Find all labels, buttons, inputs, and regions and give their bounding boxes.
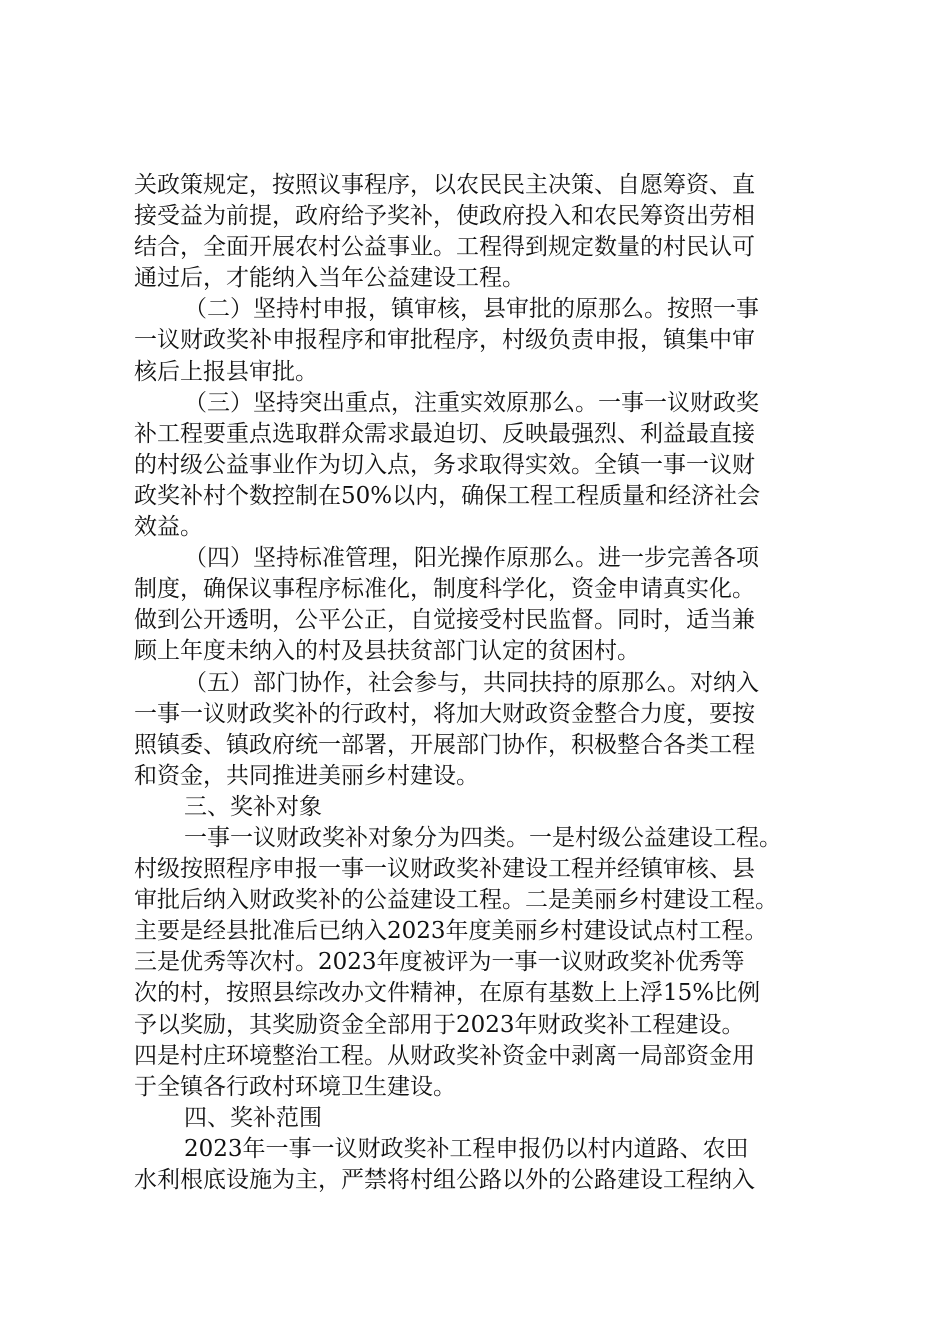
text-line: 村级按照程序申报一事一议财政奖补建设工程并经镇审核、县 <box>134 856 755 883</box>
text-line: 一议财政奖补申报程序和审批程序，村级负责申报，镇集中审 <box>134 327 755 354</box>
text-line: （四）坚持标准管理，阳光操作原那么。进一步完善各项 <box>184 545 759 572</box>
text-line: （三）坚持突出重点，注重实效原那么。一事一议财政奖 <box>184 389 759 416</box>
document-body <box>134 170 834 1196</box>
text-line: 政奖补村个数控制在50%以内，确保工程工程质量和经济社会 <box>134 482 761 509</box>
text-line: 审批后纳入财政奖补的公益建设工程。二是美丽乡村建设工程。 <box>134 887 778 914</box>
text-line: 结合，全面开展农村公益事业。工程得到规定数量的村民认可 <box>134 234 755 261</box>
section-heading: 四、奖补范围 <box>184 1104 322 1131</box>
text-line: 水利根底设施为主，严禁将村组公路以外的公路建设工程纳入 <box>134 1167 755 1193</box>
text-line: 通过后，才能纳入当年公益建设工程。 <box>134 265 525 292</box>
text-line: 接受益为前提，政府给予奖补，使政府投入和农民筹资出劳相 <box>134 203 755 230</box>
text-line: 予以奖励，其奖励资金全部用于2023年财政奖补工程建设。 <box>134 1011 745 1038</box>
text-line: 四是村庄环境整治工程。从财政奖补资金中剥离一局部资金用 <box>134 1042 755 1069</box>
text-line: 2023年一事一议财政奖补工程申报仍以村内道路、农田 <box>184 1135 749 1162</box>
text-line: 补工程要重点选取群众需求最迫切、反映最强烈、利益最直接 <box>134 420 755 447</box>
text-line: 次的村，按照县综改办文件精神，在原有基数上上浮15%比例 <box>134 980 761 1007</box>
text-line: 于全镇各行政村环境卫生建设。 <box>134 1073 456 1100</box>
text-line: 顾上年度未纳入的村及县扶贫部门认定的贫困村。 <box>134 638 640 665</box>
text-line: 和资金，共同推进美丽乡村建设。 <box>134 762 479 789</box>
section-heading: 三、奖补对象 <box>184 793 322 820</box>
text-line: 核后上报县审批。 <box>134 358 318 385</box>
text-line: 照镇委、镇政府统一部署，开展部门协作，积极整合各类工程 <box>134 731 755 758</box>
text-line: 主要是经县批准后已纳入2023年度美丽乡村建设试点村工程。 <box>134 918 768 945</box>
text-line: 一事一议财政奖补的行政村，将加大财政资金整合力度，要按 <box>134 700 755 727</box>
text-line: 做到公开透明，公平公正，自觉接受村民监督。同时，适当兼 <box>134 607 755 634</box>
text-line: 的村级公益事业作为切入点，务求取得实效。全镇一事一议财 <box>134 451 755 478</box>
text-line: 三是优秀等次村。2023年度被评为一事一议财政奖补优秀等 <box>134 949 745 976</box>
text-line: 效益。 <box>134 514 203 541</box>
text-line: 一事一议财政奖补对象分为四类。一是村级公益建设工程。 <box>184 824 782 851</box>
text-line: （二）坚持村申报，镇审核，县审批的原那么。按照一事 <box>184 296 759 323</box>
text-line: 关政策规定，按照议事程序，以农民民主决策、自愿筹资、直 <box>134 172 755 198</box>
text-line: 制度，确保议事程序标准化，制度科学化，资金申请真实化。 <box>134 576 755 603</box>
text-line: （五）部门协作，社会参与，共同扶持的原那么。对纳入 <box>184 669 759 696</box>
